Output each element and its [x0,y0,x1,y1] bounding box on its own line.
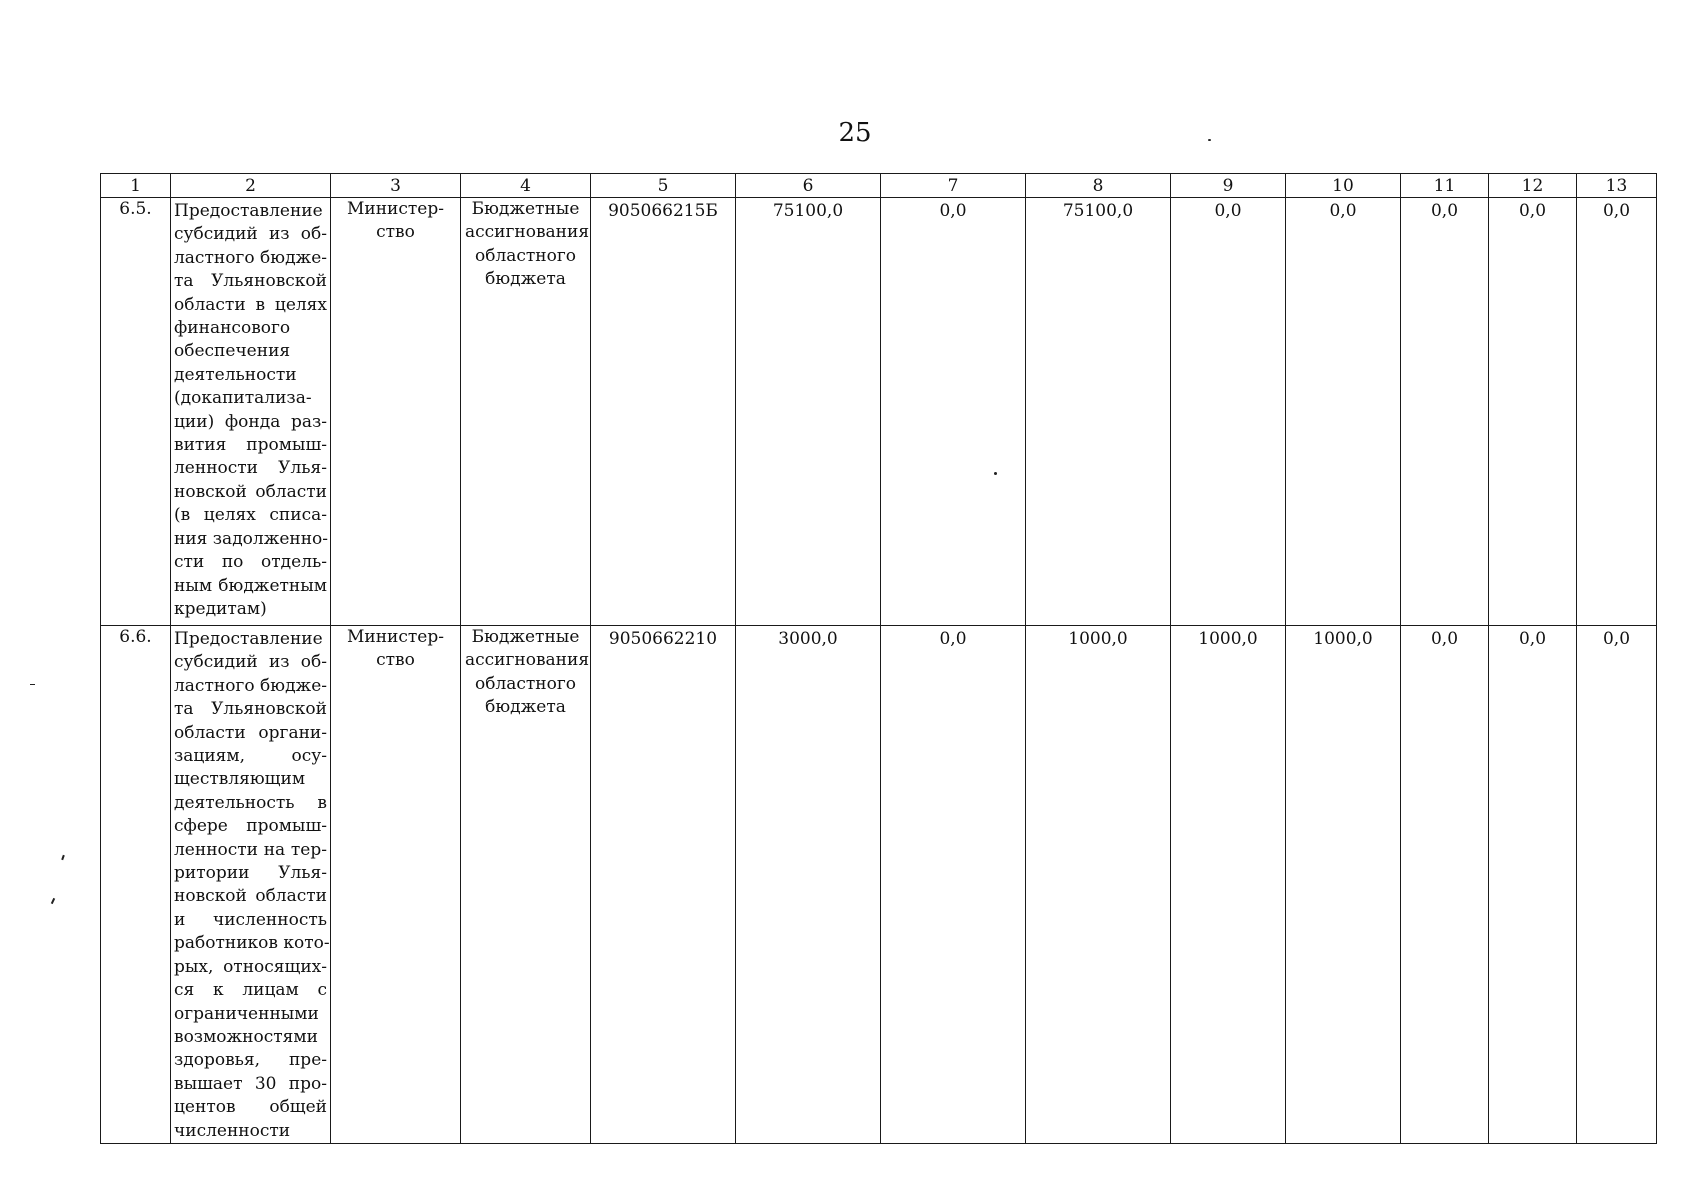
executor-line: Министер- [346,627,444,647]
header-cell: 7 [881,174,1026,198]
row-funding-source [461,198,591,626]
value-cell: 0,0 [1577,198,1657,626]
description-line: деятельность в [174,792,327,813]
description-line: та Ульяновской [174,699,327,720]
row-number: 6.6. [101,626,171,1144]
header-cell: 9 [1171,174,1286,198]
description-line: та Ульяновской [174,271,327,292]
row-description [171,198,331,626]
row-executor [331,198,461,626]
page-number: 25 [838,118,872,148]
scan-speck [1208,139,1211,141]
description-line: ным бюджетным [174,575,327,596]
description-line: ществляющим [174,769,306,790]
value-cell: 1000,0 [1026,626,1171,1144]
description-line: зациям, осу- [174,746,327,767]
value-cell: 1000,0 [1171,626,1286,1144]
header-cell: 1 [101,174,171,198]
value-cell: 0,0 [1489,198,1577,626]
value-cell: 0,0 [1401,626,1489,1144]
description-line: сфере промыш- [174,816,327,837]
description-line: субсидий из об- [174,652,327,673]
description-line: сти по отдель- [174,552,327,573]
value-cell: 0,0 [1286,198,1401,626]
value-cell: 0,0 [881,198,1026,626]
value-cell: 0,0 [1489,626,1577,1144]
header-cell: 8 [1026,174,1171,198]
description-line: Предоставление [174,629,323,649]
value-cell: 0,0 [881,626,1026,1144]
table-row [101,198,1657,626]
description-line: ленности Улья- [174,458,327,479]
scan-speck [30,684,35,685]
value-cell: 1000,0 [1286,626,1401,1144]
header-cell: 10 [1286,174,1401,198]
row-code: 905066215Б [591,198,736,626]
description-line: вышает 30 про- [174,1073,327,1094]
source-line: областного [474,673,577,694]
description-line: ния задолженно- [174,528,329,549]
description-line: области в целях [174,294,327,315]
header-row [101,174,1657,198]
description-line: финансового [174,318,291,339]
description-line: и численность [174,909,327,930]
header-cell: 3 [331,174,461,198]
description-line: деятельности [174,364,297,385]
header-cell: 12 [1489,174,1577,198]
header-cell: 6 [736,174,881,198]
description-line: численности [174,1120,291,1141]
description-line: ся к лицам с [174,980,327,1001]
description-line: (в целях списа- [174,505,327,526]
value-cell: 0,0 [1401,198,1489,626]
executor-line: ство [376,222,415,243]
header-cell: 11 [1401,174,1489,198]
header-cell: 13 [1577,174,1657,198]
value-cell: 75100,0 [1026,198,1171,626]
executor-line: ство [376,650,415,671]
row-number: 6.5. [101,198,171,626]
header-cell: 4 [461,174,591,198]
description-line: ластного бюдже- [174,675,327,696]
description-line: новской области [174,886,327,907]
source-line: Бюджетные [471,627,580,647]
description-line: новской области [174,481,327,502]
header-cell: 2 [171,174,331,198]
description-line: ограниченными [174,1003,319,1024]
description-line: ритории Улья- [174,863,327,884]
source-line: бюджета [485,269,566,290]
row-funding-source [461,626,591,1144]
row-code: 9050662210 [591,626,736,1144]
row-executor [331,626,461,1144]
table-row [101,626,1657,1144]
row-description [171,626,331,1144]
source-line: бюджета [485,697,566,718]
description-line: ции) фонда раз- [174,411,327,432]
value-cell: 75100,0 [736,198,881,626]
description-line: области органи- [174,722,327,743]
scan-speck [61,855,65,860]
executor-line: Министер- [346,199,444,219]
description-line: центов общей [174,1097,327,1118]
header-cell: 5 [591,174,736,198]
description-line: (докапитализа- [174,388,312,409]
budget-table [100,173,1657,1144]
value-cell: 0,0 [1171,198,1286,626]
description-line: Предоставление [174,201,323,221]
value-cell: 0,0 [1577,626,1657,1144]
description-line: ленности на тер- [174,839,327,860]
description-line: кредитам) [174,598,267,619]
value-cell: 3000,0 [736,626,881,1144]
description-line: возможностями [174,1026,318,1047]
description-line: рых, относящих- [174,956,327,977]
source-line: ассигнования [465,222,590,243]
scan-speck [994,472,997,475]
description-line: здоровья, пре- [174,1050,327,1071]
description-line: обеспечения [174,341,291,362]
description-line: работников кото- [174,933,330,954]
source-line: ассигнования [465,650,590,671]
source-line: Бюджетные [471,199,580,219]
source-line: областного [474,245,577,266]
description-line: вития промыш- [174,435,327,456]
description-line: ластного бюдже- [174,247,327,268]
scan-speck [51,898,55,904]
description-line: субсидий из об- [174,224,327,245]
